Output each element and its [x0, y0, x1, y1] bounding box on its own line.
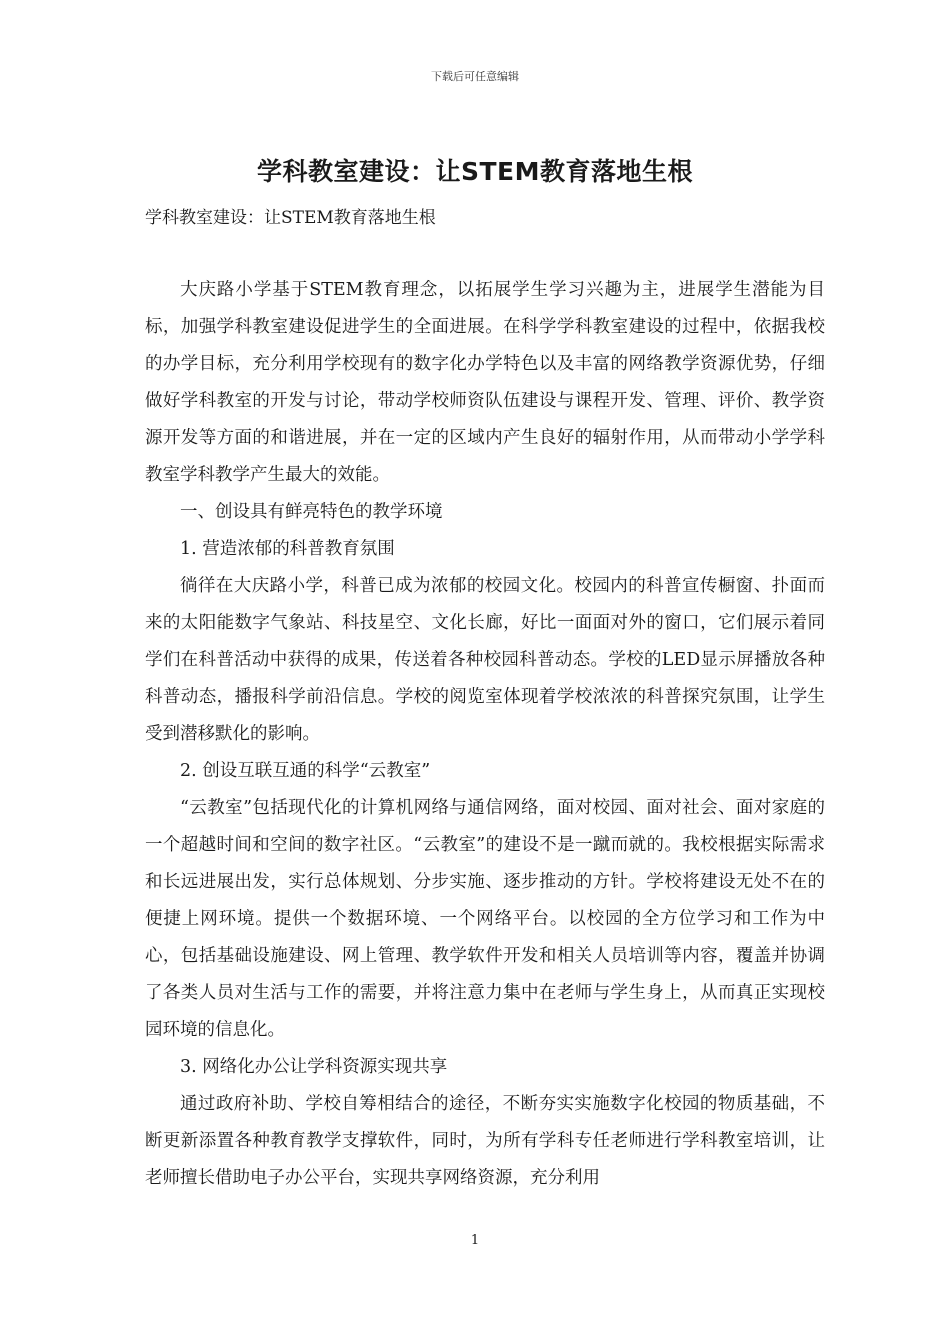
paragraph-intro: 大庆路小学基于STEM教育理念，以拓展学生学习兴趣为主，进展学生潜能为目标，加强学科教室建设促进学生的全面进展。在科学学科教室建设的过程中，依据我校的办学目标，充分利用学校现有的数字化办学特色以及丰富的网络教学资源优势，仔细做好学科教室的开发与讨论，带动学校师资队伍建设与课程开发、管理、评价、教学资源开发等方面的和谐进展，并在一定的区域内产生良好的辐射作用，从而带动小学学科教室学科教学产生最大的效能。 — [145, 280, 825, 485]
page-title: 学科教室建设：让STEM教育落地生根 — [256, 157, 693, 186]
header-note: 下载后可任意编辑 — [431, 70, 519, 83]
body-text — [145, 272, 825, 1197]
paragraph-network-office: 通过政府补助、学校自筹相结合的途径，不断夯实实施数字化校园的物质基础，不断更新添置各种教育教学支撑软件，同时，为所有学科专任老师进行学科教室培训，让老师擅长借助电子办公平台，实现共享网络资源，充分利用 — [145, 1094, 825, 1188]
subsection-heading-2: 2. 创设互联互通的科学“云教室” — [180, 761, 431, 781]
paragraph-cloud-classroom: “云教室”包括现代化的计算机网络与通信网络，面对校园、面对社会、面对家庭的一个超越时间和空间的数字社区。“云教室”的建设不是一蹴而就的。我校根据实际需求和长远进展出发，实行总体规划、分步实施、逐步推动的方针。学校将建设无处不在的便捷上网环境。提供一个数据环境、一个网络平台。以校园的全方位学习和工作为中心，包括基础设施建设、网上管理、教学软件开发和相关人员培训等内容，覆盖并协调了各类人员对生活与工作的需要，并将注意力集中在老师与学生身上，从而真正实现校园环境的信息化。 — [145, 798, 825, 1040]
subsection-heading-3: 3. 网络化办公让学科资源实现共享 — [180, 1057, 448, 1077]
subsection-heading-1: 1. 营造浓郁的科普教育氛围 — [180, 539, 395, 559]
subtitle: 学科教室建设：让STEM教育落地生根 — [145, 208, 436, 228]
paragraph-science-atmosphere: 徜徉在大庆路小学，科普已成为浓郁的校园文化。校园内的科普宣传橱窗、扑面而来的太阳能数字气象站、科技星空、文化长廊，好比一面面对外的窗口，它们展示着同学们在科普活动中获得的成果，传送着各种校园科普动态。学校的LED显示屏播放各种科普动态，播报科学前沿信息。学校的阅览室体现着学校浓浓的科普探究氛围，让学生受到潜移默化的影响。 — [145, 576, 825, 744]
section-heading-1: 一、创设具有鲜亮特色的教学环境 — [180, 502, 443, 522]
page-number: 1 — [470, 1233, 480, 1248]
